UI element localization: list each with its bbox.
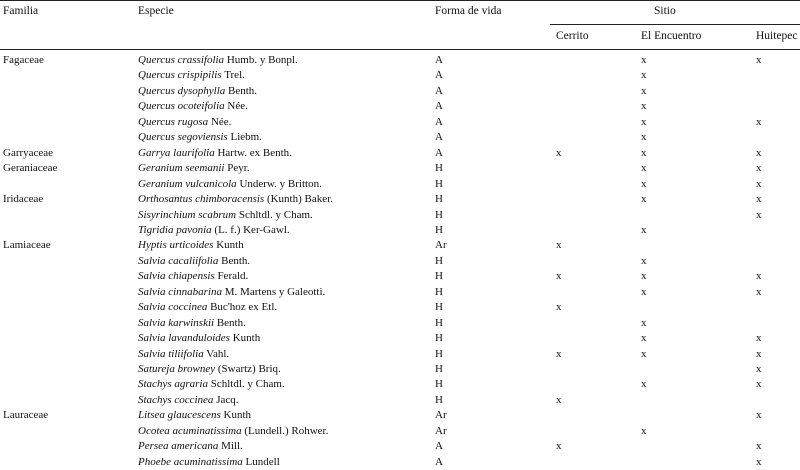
species-name: Tigridia pavonia — [138, 223, 212, 236]
el-encuentro-cell: x — [641, 332, 647, 345]
table-row — [0, 161, 800, 176]
species-cell — [138, 223, 290, 238]
el-encuentro-cell: x — [641, 162, 647, 175]
species-name: Sisyrinchium scabrum — [138, 208, 237, 221]
el-encuentro-cell: x — [641, 316, 647, 329]
el-encuentro-cell: x — [641, 424, 647, 437]
species-name: Quercus rugosa — [138, 115, 209, 128]
el-encuentro-cell: x — [641, 177, 647, 190]
huitepec-cell: x — [756, 285, 762, 298]
table-row — [0, 424, 800, 439]
life-form-cell: Ar — [435, 424, 447, 437]
species-author: Benth. — [221, 254, 251, 267]
el-encuentro-cell: x — [641, 378, 647, 391]
el-encuentro-cell: x — [641, 84, 647, 97]
header-especie: Especie — [138, 5, 174, 17]
species-name: Geranium seemanii — [138, 162, 225, 175]
huitepec-cell: x — [756, 455, 762, 468]
species-author: Jacq. — [216, 393, 239, 406]
species-author: Benth. — [228, 84, 258, 97]
huitepec-cell: x — [756, 115, 762, 128]
table-row — [0, 316, 800, 331]
species-cell — [138, 238, 244, 253]
life-form-cell: H — [435, 378, 443, 391]
species-cell — [138, 68, 245, 83]
table-row — [0, 300, 800, 315]
species-author: Benth. — [216, 316, 246, 329]
huitepec-cell: x — [756, 162, 762, 175]
cerrito-cell: x — [556, 440, 562, 453]
huitepec-cell: x — [756, 332, 762, 345]
el-encuentro-cell: x — [641, 285, 647, 298]
cerrito-cell: x — [556, 146, 562, 159]
table-row — [0, 269, 800, 284]
huitepec-cell: x — [756, 193, 762, 206]
species-name: Quercus dysophylla — [138, 84, 226, 97]
species-cell — [138, 115, 231, 130]
species-cell — [138, 161, 250, 176]
table-row — [0, 115, 800, 130]
table-row — [0, 53, 800, 68]
cerrito-cell: x — [556, 239, 562, 252]
table-row — [0, 439, 800, 454]
life-form-cell: H — [435, 347, 443, 360]
table-row — [0, 223, 800, 238]
species-author: Underw. y Britton. — [239, 177, 322, 190]
species-cell — [138, 285, 325, 300]
life-form-cell: A — [435, 54, 443, 66]
species-cell — [138, 84, 257, 99]
species-cell — [138, 130, 262, 145]
species-author: Mill. — [221, 440, 243, 453]
table-row — [0, 130, 800, 145]
species-cell — [138, 424, 328, 439]
life-form-cell: H — [435, 193, 443, 206]
species-cell — [138, 254, 250, 269]
species-name: Salvia coccinea — [138, 301, 208, 314]
header-site-huitepec: Huitepec — [756, 30, 798, 42]
family-cell: Fagaceae — [3, 54, 44, 66]
el-encuentro-cell: x — [641, 254, 647, 267]
huitepec-cell: x — [756, 363, 762, 375]
species-name: Orthosantus chimboracensis — [138, 193, 265, 206]
huitepec-cell: x — [756, 409, 762, 422]
life-form-cell: H — [435, 270, 443, 283]
species-author: (Kunth) Baker. — [266, 193, 333, 206]
life-form-cell: Ar — [435, 409, 447, 422]
species-author: Née. — [227, 100, 248, 113]
el-encuentro-cell: x — [641, 54, 647, 66]
huitepec-cell: x — [756, 146, 762, 159]
species-cell — [138, 146, 292, 161]
species-author: (Lundell.) Rohwer. — [244, 424, 329, 437]
species-author: Ferald. — [217, 270, 249, 283]
species-cell — [138, 177, 322, 192]
species-author: Lundell — [245, 455, 280, 468]
life-form-cell: H — [435, 363, 443, 375]
species-author: Buc'hoz ex Etl. — [210, 301, 278, 314]
family-cell: Lamiaceae — [3, 239, 51, 252]
species-cell — [138, 269, 248, 284]
life-form-cell: H — [435, 223, 443, 236]
species-name: Quercus segoviensis — [138, 131, 228, 144]
header-site-cerrito: Cerrito — [556, 30, 589, 42]
species-name: Salvia karwinskii — [138, 316, 215, 329]
species-cell — [138, 455, 280, 470]
el-encuentro-cell: x — [641, 347, 647, 360]
huitepec-cell: x — [756, 378, 762, 391]
table-row — [0, 285, 800, 300]
species-cell — [138, 331, 260, 346]
cerrito-cell: x — [556, 301, 562, 314]
huitepec-cell: x — [756, 177, 762, 190]
species-name: Geranium vulcanicola — [138, 177, 237, 190]
life-form-cell: A — [435, 115, 443, 128]
header-bottom-rule — [0, 49, 800, 50]
table-row — [0, 347, 800, 362]
table-row — [0, 393, 800, 408]
species-cell — [138, 53, 298, 68]
el-encuentro-cell: x — [641, 193, 647, 206]
huitepec-cell: x — [756, 208, 762, 221]
life-form-cell: H — [435, 332, 443, 345]
life-form-cell: H — [435, 162, 443, 175]
species-cell — [138, 208, 313, 223]
species-name: Ocotea acuminatissima — [138, 424, 242, 437]
species-author: Née. — [210, 115, 232, 128]
huitepec-cell: x — [756, 54, 762, 66]
species-name: Satureja browney — [138, 363, 216, 375]
species-author: Schltdl. y Cham. — [210, 378, 285, 391]
family-cell: Garryaceae — [3, 146, 54, 159]
table-row — [0, 68, 800, 83]
species-author: Kunth — [216, 239, 244, 252]
cerrito-cell: x — [556, 270, 562, 283]
el-encuentro-cell: x — [641, 100, 647, 113]
table-row — [0, 192, 800, 207]
species-author: (Swartz) Briq. — [217, 363, 281, 375]
cerrito-cell: x — [556, 393, 562, 406]
life-form-cell: H — [435, 208, 443, 221]
species-cell — [138, 393, 238, 408]
species-cell — [138, 300, 277, 315]
sitio-subrule — [550, 24, 800, 25]
species-author: Vahl. — [206, 347, 230, 360]
species-name: Persea americana — [138, 440, 219, 453]
life-form-cell: H — [435, 254, 443, 267]
species-cell — [138, 192, 333, 207]
el-encuentro-cell: x — [641, 270, 647, 283]
el-encuentro-cell: x — [641, 223, 647, 236]
species-cell — [138, 377, 285, 392]
table-row — [0, 377, 800, 392]
family-cell: Iridaceae — [3, 193, 44, 206]
table-row — [0, 238, 800, 253]
species-author: Liebm. — [230, 131, 262, 144]
life-form-cell: A — [435, 69, 443, 82]
life-form-cell: A — [435, 131, 443, 144]
species-name: Quercus crispipilis — [138, 69, 222, 82]
species-author: Kunth — [223, 409, 252, 422]
species-cell — [138, 347, 229, 362]
life-form-cell: A — [435, 100, 443, 113]
species-author: Peyr. — [227, 162, 250, 175]
table-row — [0, 208, 800, 223]
species-author: Trel. — [224, 69, 245, 82]
species-cell — [138, 408, 251, 423]
life-form-cell: A — [435, 146, 443, 159]
family-cell: Lauraceae — [3, 409, 49, 422]
table-row — [0, 362, 800, 377]
species-name: Litsea glaucescens — [138, 409, 221, 422]
huitepec-cell: x — [756, 270, 762, 283]
species-author: Hartw. ex Benth. — [217, 146, 292, 159]
table-row — [0, 408, 800, 423]
cerrito-cell: x — [556, 347, 562, 360]
el-encuentro-cell: x — [641, 131, 647, 144]
header-forma-de-vida: Forma de vida — [435, 5, 502, 17]
species-name: Salvia cacaliifolia — [138, 254, 219, 267]
table-row — [0, 331, 800, 346]
life-form-cell: H — [435, 301, 443, 314]
header-site-el-encuentro: El Encuentro — [641, 30, 702, 42]
el-encuentro-cell: x — [641, 146, 647, 159]
species-name: Salvia lavanduloides — [138, 332, 230, 345]
table-row — [0, 177, 800, 192]
table-row — [0, 146, 800, 161]
table-row — [0, 99, 800, 114]
species-name: Stachys agraria — [138, 378, 208, 391]
species-cell — [138, 362, 281, 377]
el-encuentro-cell: x — [641, 69, 647, 82]
life-form-cell: Ar — [435, 239, 447, 252]
species-author: M. Martens y Galeotti. — [224, 285, 326, 298]
life-form-cell: H — [435, 393, 443, 406]
header-sitio: Sitio — [654, 5, 676, 17]
huitepec-cell: x — [756, 347, 762, 360]
species-author: (L. f.) Ker-Gawl. — [214, 223, 290, 236]
species-author: Schltdl. y Cham. — [238, 208, 313, 221]
life-form-cell: H — [435, 285, 443, 298]
top-rule — [0, 0, 800, 1]
life-form-cell: A — [435, 440, 443, 453]
species-name: Salvia tiliifolia — [138, 347, 204, 360]
species-author: Humb. y Bonpl. — [226, 54, 298, 66]
species-name: Salvia cinnabarina — [138, 285, 223, 298]
life-form-cell: H — [435, 177, 443, 190]
species-name: Quercus crassifolia — [138, 54, 225, 66]
species-name: Salvia chiapensis — [138, 270, 215, 283]
huitepec-cell: x — [756, 440, 762, 453]
species-cell — [138, 99, 248, 114]
species-name: Quercus ocoteifolia — [138, 100, 225, 113]
species-name: Hyptis urticoides — [138, 239, 214, 252]
el-encuentro-cell: x — [641, 115, 647, 128]
species-name: Garrya laurifolia — [138, 146, 215, 159]
table-row — [0, 254, 800, 269]
species-name: Stachys coccinea — [138, 393, 214, 406]
table-row — [0, 84, 800, 99]
life-form-cell: A — [435, 84, 443, 97]
species-author: Kunth — [232, 332, 261, 345]
header-familia: Familia — [3, 5, 39, 17]
life-form-cell: A — [435, 455, 443, 468]
species-name: Phoebe acuminatissima — [138, 455, 243, 468]
family-cell: Geraniaceae — [3, 162, 58, 175]
species-cell — [138, 316, 246, 331]
table-row — [0, 455, 800, 470]
life-form-cell: H — [435, 316, 443, 329]
species-cell — [138, 439, 243, 454]
